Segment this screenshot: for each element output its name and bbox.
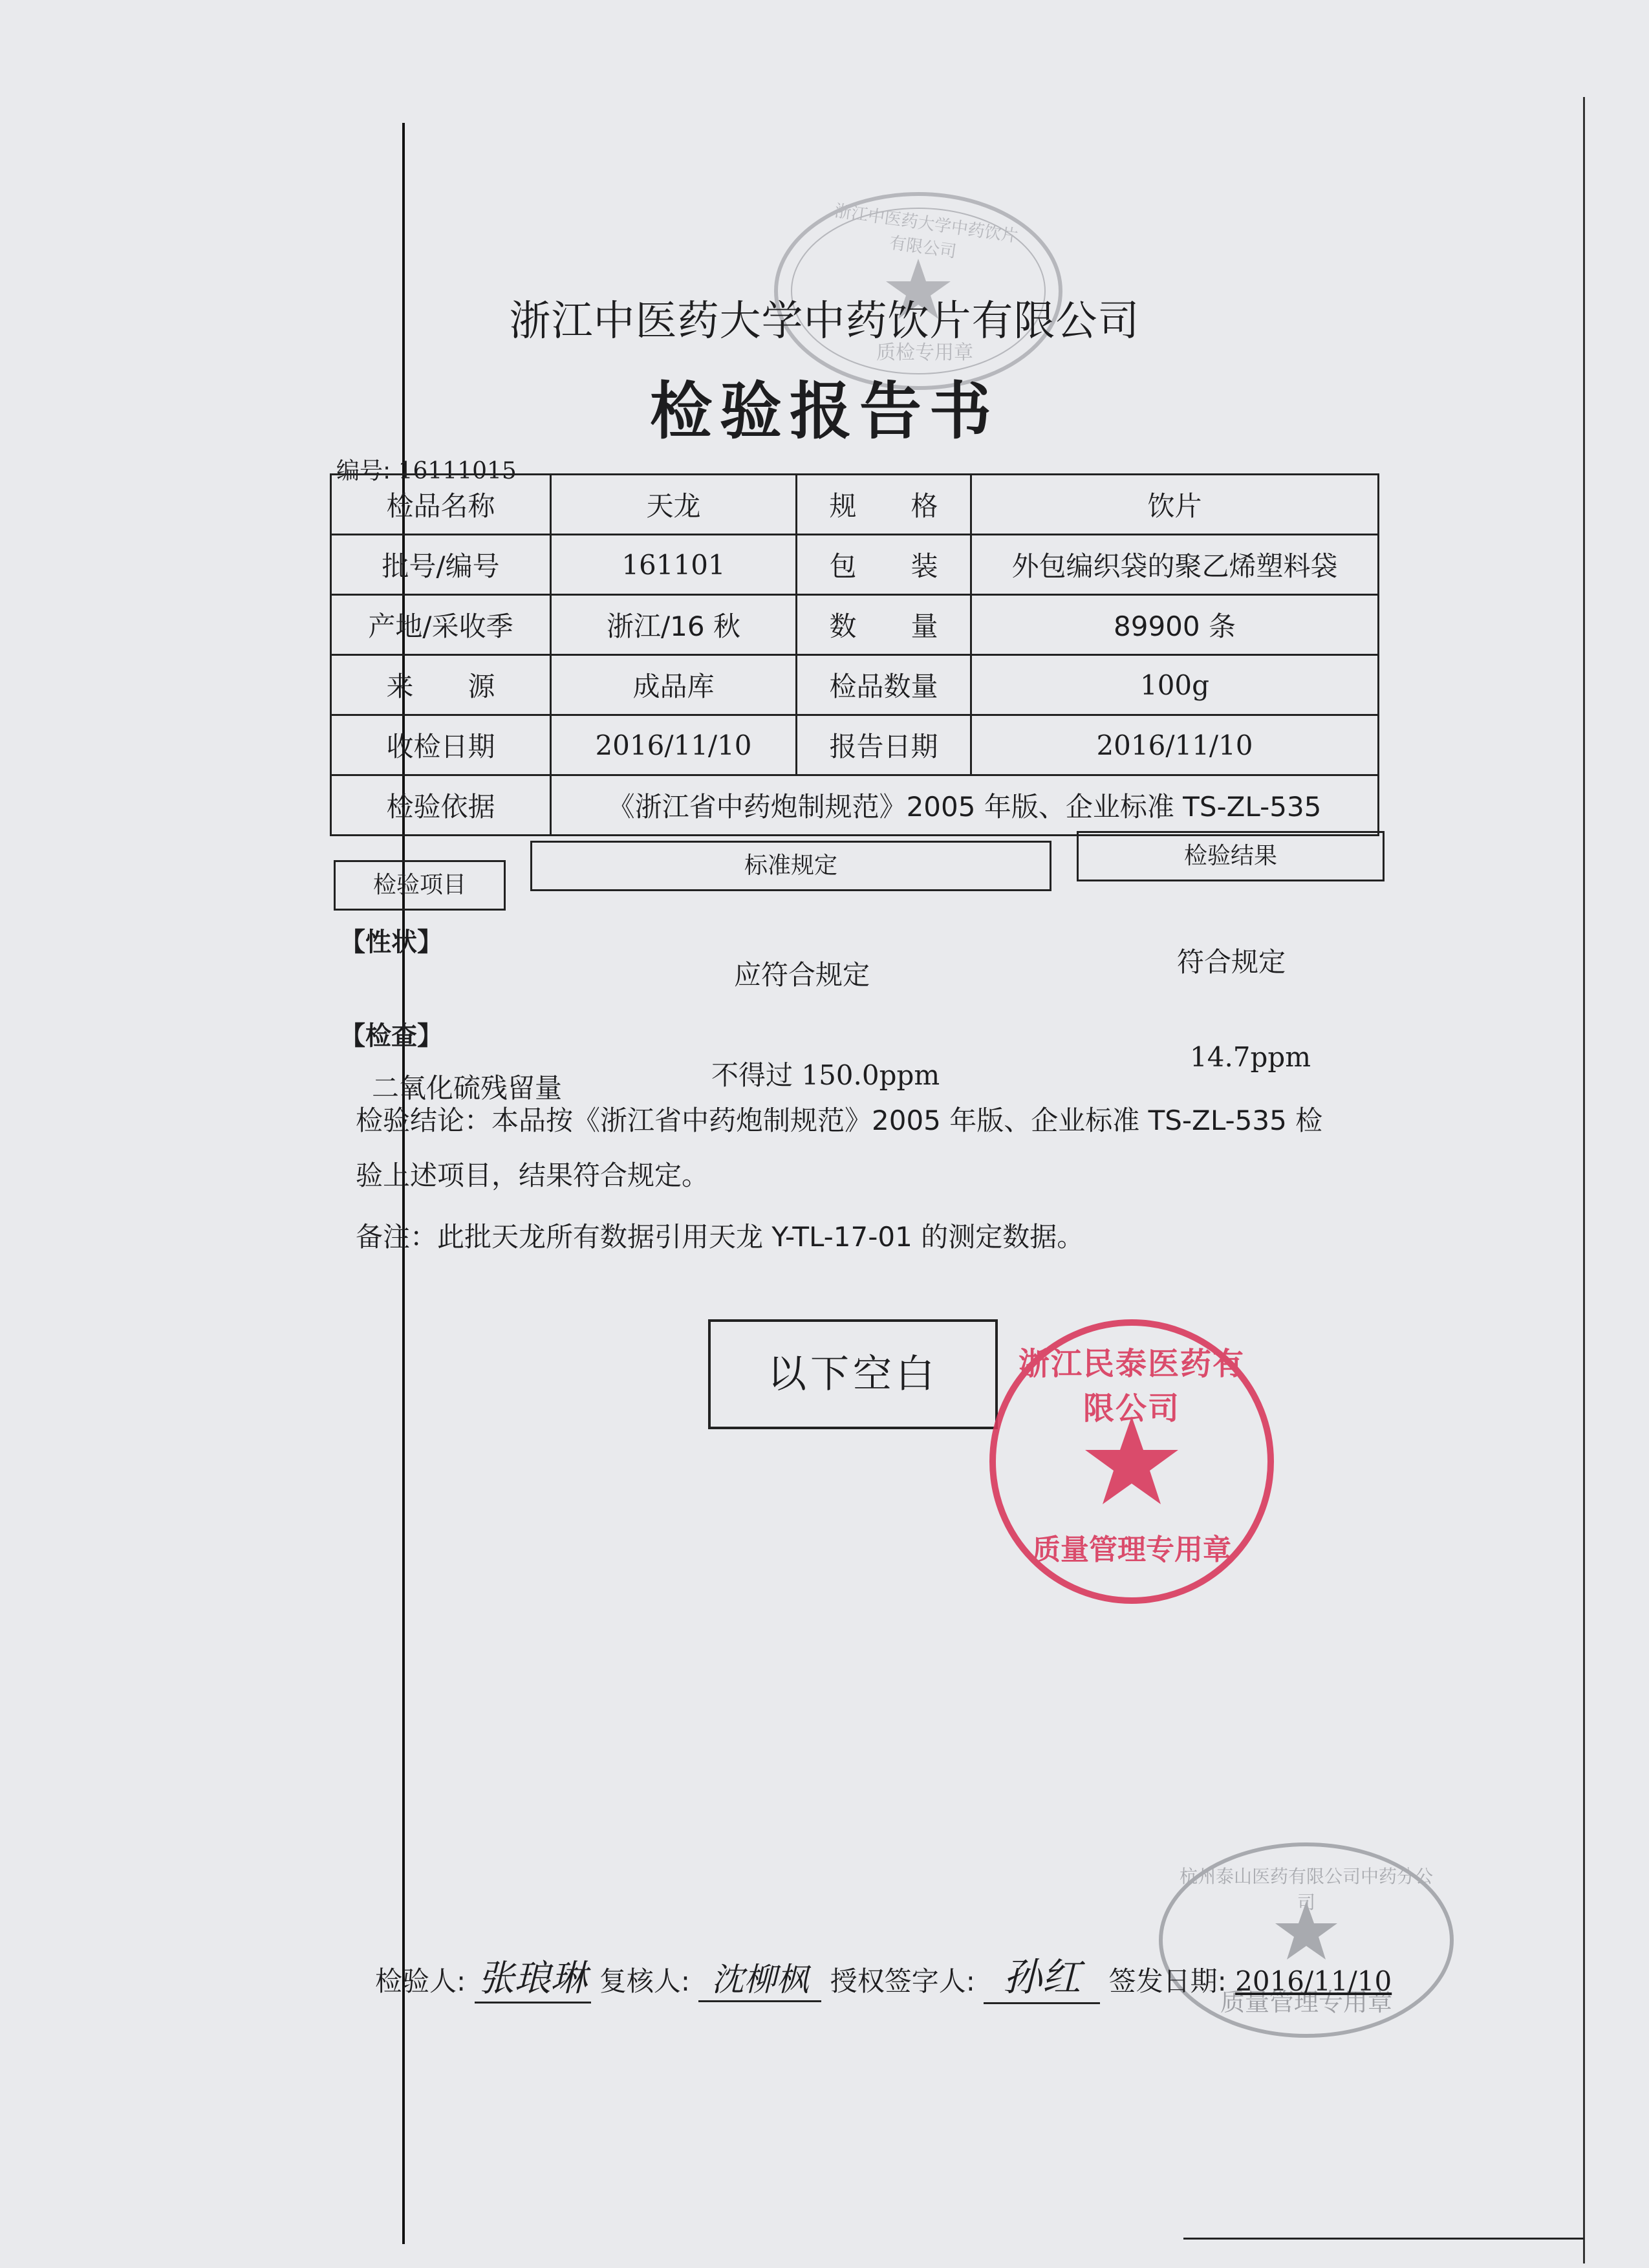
value-cell: 100g [971, 655, 1379, 715]
check-result: 14.7ppm [1190, 1041, 1311, 1073]
bottom-stamp-bottom-text: 质量管理专用章 [1220, 1988, 1392, 2016]
value-cell: 天龙 [551, 475, 797, 535]
company-name: 浙江中医药大学中药饮片有限公司 [509, 297, 1140, 345]
label-cell: 规 格 [797, 475, 971, 535]
table-row [331, 655, 1379, 715]
table-row [331, 595, 1379, 655]
label-cell: 包 装 [797, 535, 971, 595]
table-row [331, 775, 1379, 836]
document-number-label: 编号: [336, 458, 391, 484]
red-quality-stamp [983, 1313, 1280, 1610]
blank-below-box: 以下空白 [708, 1319, 998, 1429]
red-stamp-bottom-text: 质量管理专用章 [1032, 1533, 1231, 1566]
label-cell: 检验依据 [331, 775, 551, 836]
issue-date-value: 2016/11/10 [1235, 1965, 1392, 1997]
inspector-signature: 张琅琳 [475, 1950, 591, 2003]
label-cell: 来 源 [331, 655, 551, 715]
signature-row [375, 1947, 1392, 2004]
conclusion-line-2: 验上述项目，结果符合规定。 [356, 1160, 709, 1191]
label-cell: 数 量 [797, 595, 971, 655]
value-cell: 成品库 [551, 655, 797, 715]
value-cell: 外包编织袋的聚乙烯塑料袋 [971, 535, 1379, 595]
label-cell: 检品数量 [797, 655, 971, 715]
value-cell: 2016/11/10 [551, 715, 797, 775]
label-cell: 检品名称 [331, 475, 551, 535]
value-cell: 2016/11/10 [971, 715, 1379, 775]
label-cell: 报告日期 [797, 715, 971, 775]
conclusion-line-1: 检验结论：本品按《浙江省中药炮制规范》2005 年版、企业标准 TS-ZL-535 检 [356, 1105, 1323, 1136]
value-cell: 161101 [551, 535, 797, 595]
issue-date-label: 签发日期: [1108, 1965, 1227, 1997]
appearance-standard: 应符合规定 [734, 959, 870, 991]
authorized-signature: 孙红 [984, 1947, 1100, 2004]
value-cell: 89900 条 [971, 595, 1379, 655]
standard-header-box: 标准规定 [530, 841, 1051, 891]
authorized-label: 授权签字人: [830, 1965, 975, 1997]
value-cell: 浙江/16 秋 [551, 595, 797, 655]
appearance-result: 符合规定 [1177, 946, 1286, 978]
bottom-stamp-outer-text: 杭州泰山医药有限公司中药分公司 [1179, 1866, 1433, 1913]
label-cell: 产地/采收季 [331, 595, 551, 655]
inspection-basis-value: 《浙江省中药炮制规范》2005 年版、企业标准 TS-ZL-535 [551, 775, 1379, 836]
result-header-box: 检验结果 [1077, 831, 1385, 881]
check-section-label: 【检查】 [339, 1021, 443, 1051]
remark: 备注：此批天龙所有数据引用天龙 Y-TL-17-01 的测定数据。 [356, 1221, 1084, 1253]
label-cell: 收检日期 [331, 715, 551, 775]
reviewer-label: 复核人: [599, 1965, 691, 1997]
reviewer-signature: 沈柳枫 [698, 1954, 821, 2002]
label-cell: 批号/编号 [331, 535, 551, 595]
inspection-info-table [330, 473, 1379, 836]
check-item: 二氧化硫残留量 [372, 1072, 563, 1104]
table-row [331, 715, 1379, 775]
document-number-value: 16111015 [398, 458, 517, 484]
top-stamp-bottom-text: 质检专用章 [876, 341, 973, 364]
table-row [331, 535, 1379, 595]
report-title: 检验报告书 [650, 375, 999, 448]
inspector-label: 检验人: [375, 1965, 466, 1997]
bottom-company-stamp [1151, 1837, 1461, 2044]
red-stamp-outer-text: 浙江民泰医药有限公司 [1018, 1346, 1245, 1427]
top-stamp-outer-text: 浙江中医药大学中药饮片有限公司 [833, 201, 1019, 262]
table-row [331, 475, 1379, 535]
value-cell: 饮片 [971, 475, 1379, 535]
appearance-section-label: 【性状】 [339, 927, 443, 957]
item-header-box: 检验项目 [334, 860, 506, 911]
bottom-edge-line [1183, 2238, 1584, 2240]
check-standard: 不得过 150.0ppm [711, 1059, 940, 1091]
